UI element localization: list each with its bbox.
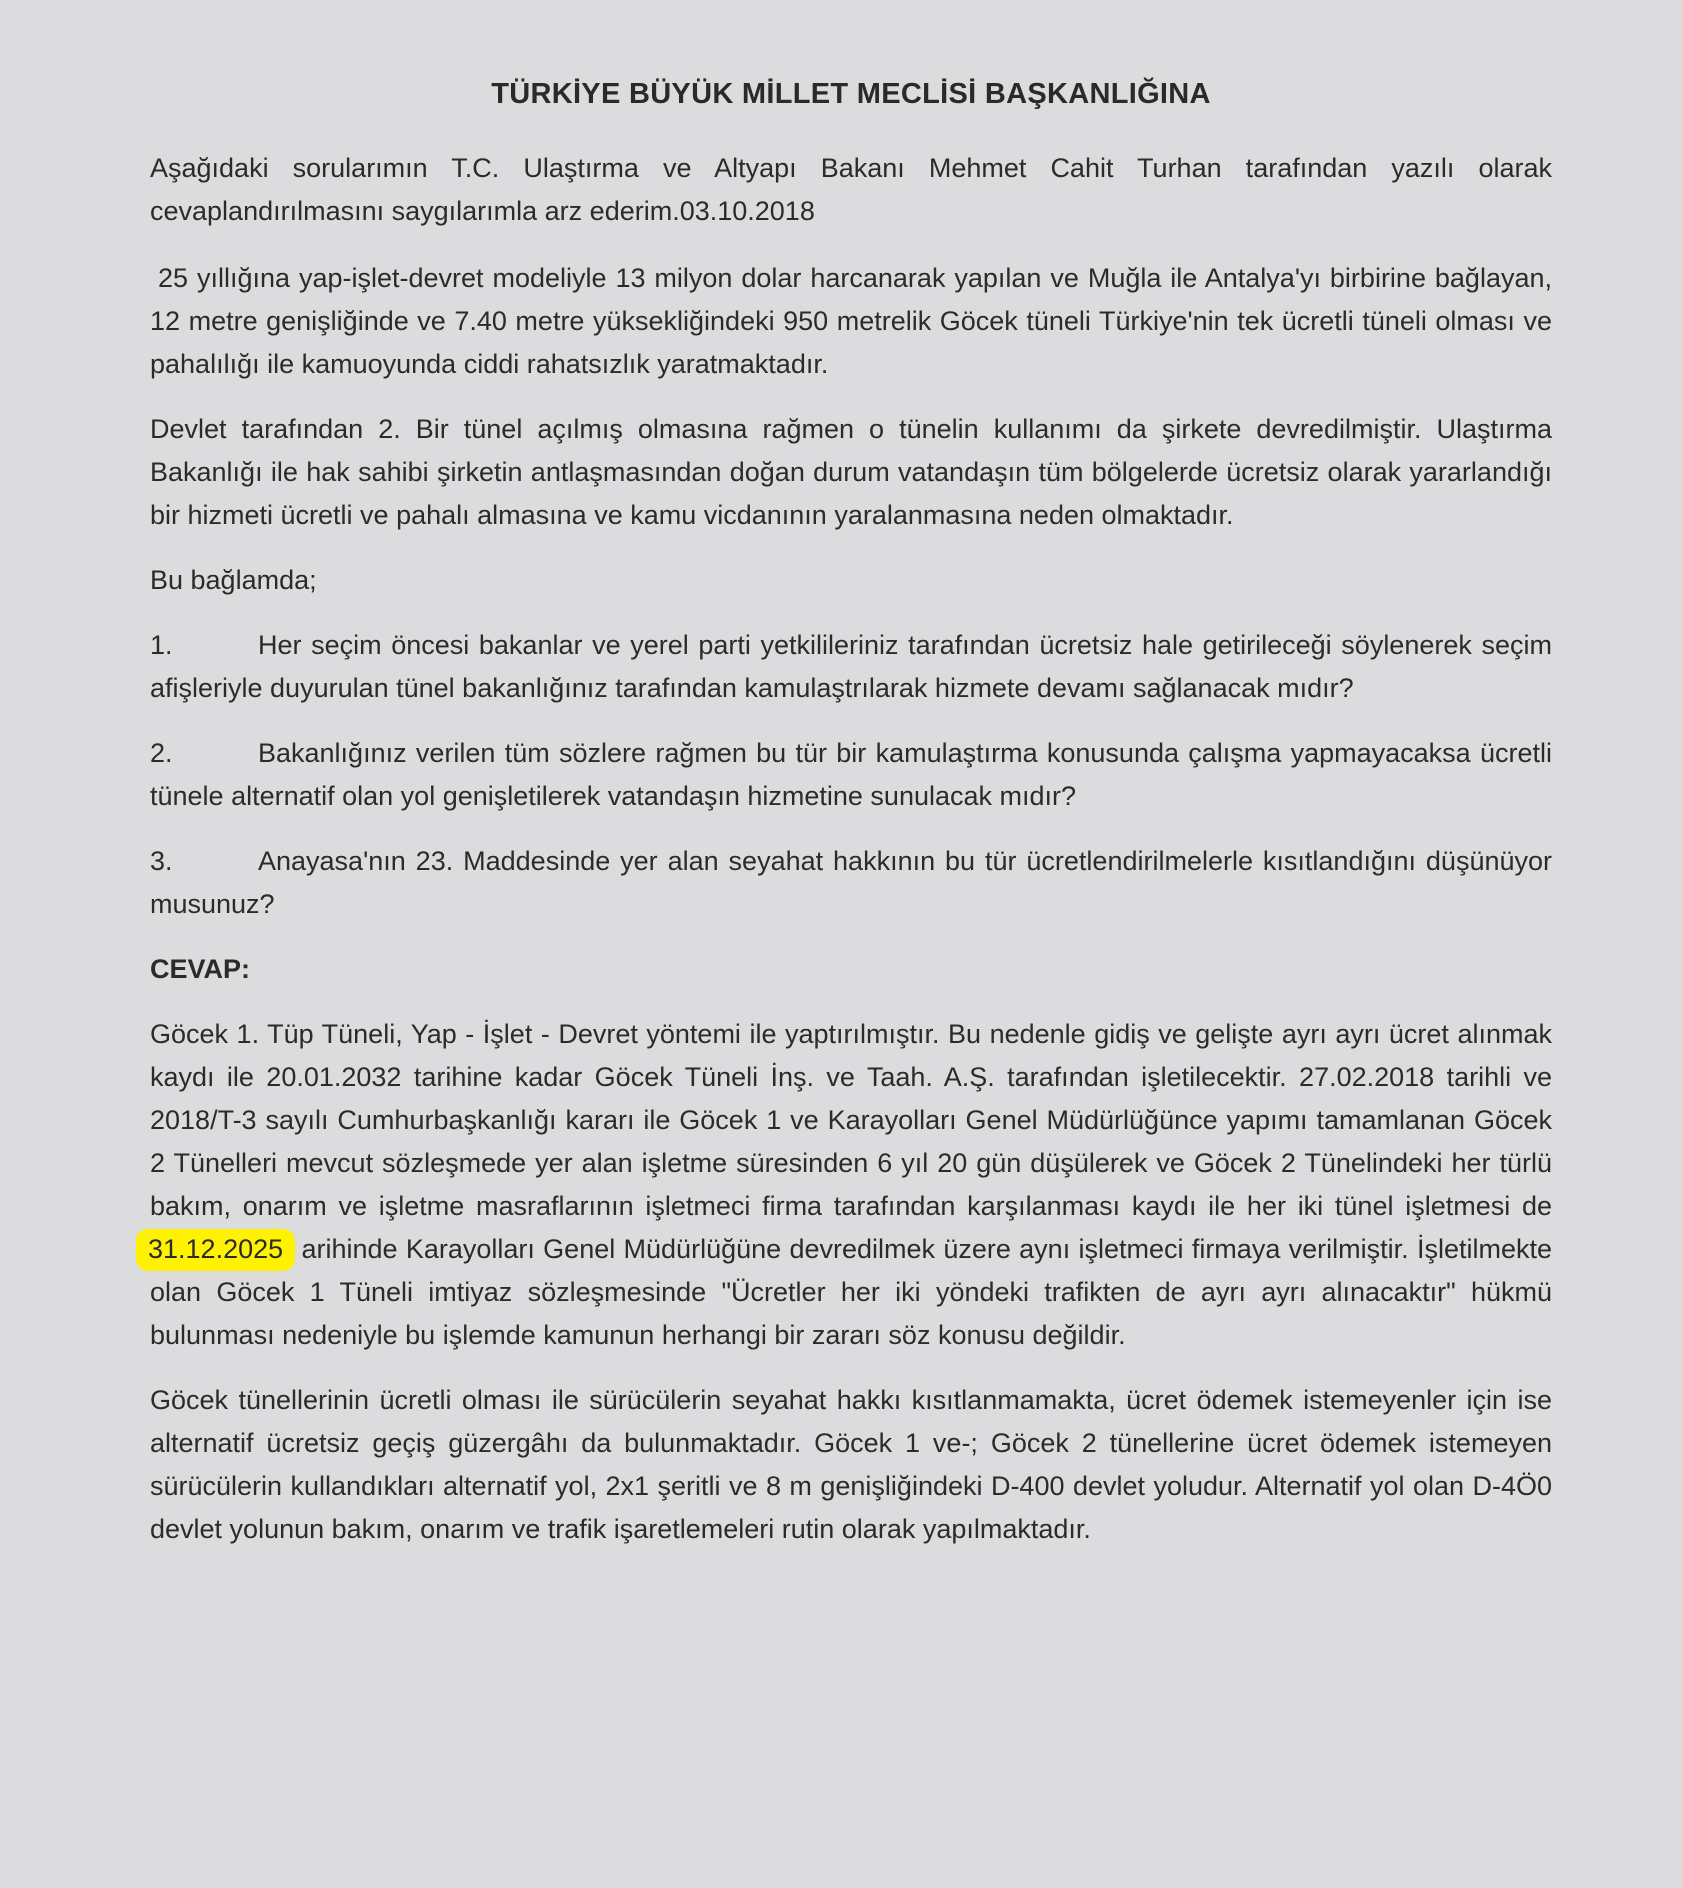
answer-text-b: arihinde Karayolları Genel Müdürlüğüne devredilmek üzere aynı işletmeci firmaya verilmiştir. İşletilmekte olan Göcek 1 Tüneli imtiyaz sözleşmesinde "Ücretler her iki yöndeki trafikten de ayrı ayrı alınacaktır" hükmü bulunması nedeniyle bu işlemde kamunun herhangi bir zararı söz konusu değildir. bbox=[150, 1234, 1552, 1350]
answer-paragraph-1 bbox=[150, 1013, 1552, 1357]
question-2 bbox=[150, 732, 1552, 818]
question-text: Anayasa'nın 23. Maddesinde yer alan seyahat hakkının bu tür ücretlendirilmelerle kısıtlandığını düşünüyor musunuz? bbox=[150, 846, 1552, 919]
paragraph-1: 25 yıllığına yap-işlet-devret modeliyle 13 milyon dolar harcanarak yapılan ve Muğla ile Antalya'yı birbirine bağlayan, 12 metre genişliğinde ve 7.40 metre yüksekliğindeki 950 metrelik Göcek tüneli Türkiye'nin tek ücretli tüneli olması ve pahalılığı ile kamuoyunda ciddi rahatsızlık yaratmaktadır. bbox=[150, 263, 1552, 379]
answer-paragraph-2: Göcek tünellerinin ücretli olması ile sürücülerin seyahat hakkı kısıtlanmamakta, ücret ödemek istemeyenler için ise alternatif ücretsiz geçiş güzergâhı da bulunmaktadır. Göcek 1 ve-; Göcek 2 tünellerine ücret ödemek istemeyen sürücülerin kullandıkları alternatif yol, 2x1 şeritli ve 8 m genişliğindeki D-400 devlet yoludur. Alternatif yol olan D-4Ö0 devlet yolunun bakım, onarım ve trafik işaretlemeleri rutin olarak yapılmaktadır. bbox=[150, 1385, 1552, 1544]
paragraph-2: Devlet tarafından 2. Bir tünel açılmış olmasına rağmen o tünelin kullanımı da şirkete devredilmiştir. Ulaştırma Bakanlığı ile hak sahibi şirketin antlaşmasından doğan durum vatandaşın tüm bölgelerde ücretsiz olarak yararlandığı bir hizmeti ücretli ve pahalı almasına ve kamu vicdanının yaralanmasına neden olmaktadır. bbox=[150, 414, 1552, 530]
intro-paragraph: Aşağıdaki sorularımın T.C. Ulaştırma ve Altyapı Bakanı Mehmet Cahit Turhan tarafından yazılı olarak cevaplandırılmasını saygılarımla arz ederim.03.10.2018 bbox=[150, 153, 1552, 226]
answer-label: CEVAP: bbox=[150, 954, 251, 984]
question-text: Bakanlığınız verilen tüm sözlere rağmen bu tür bir kamulaştırma konusunda çalışma yapmayacaksa ücretli tünele alternatif olan yol genişletilerek vatandaşın hizmetine sunulacak mıdır? bbox=[150, 738, 1552, 811]
question-number: 2. bbox=[150, 738, 173, 768]
highlighted-date: 31.12.2025 bbox=[138, 1231, 293, 1269]
question-3 bbox=[150, 840, 1552, 926]
context-label: Bu bağlamda; bbox=[150, 565, 317, 595]
answer-text-a: Göcek 1. Tüp Tüneli, Yap - İşlet - Devret yöntemi ile yaptırılmıştır. Bu nedenle gidiş ve gelişte ayrı ayrı ücret alınmak kaydı ile 20.01.2032 tarihine kadar Göcek Tüneli İnş. ve Taah. A.Ş. tarafından işletilecektir. 27.02.2018 tarihli ve 2018/T-3 sayılı Cumhurbaşkanlığı kararı ile Göcek 1 ve Karayolları Genel Müdürlüğünce yapımı tamamlanan Göcek 2 Tünelleri mevcut sözleşmede yer alan işletme süresinden 6 yıl 20 gün düşülerek ve Göcek 2 Tünelindeki her türlü bakım, onarım ve işletme masraflarının işletmeci firma tarafından karşılanması kaydı ile her iki tünel işletmesi de bbox=[150, 1019, 1552, 1221]
question-number: 3. bbox=[150, 846, 173, 876]
question-text: Her seçim öncesi bakanlar ve yerel parti yetkilileriniz tarafından ücretsiz hale getirileceği söylenerek seçim afişleriyle duyurulan tünel bakanlığınız tarafından kamulaştrılarak hizmete devamı sağlanacak mıdır? bbox=[150, 630, 1552, 703]
question-number: 1. bbox=[150, 630, 173, 660]
question-1 bbox=[150, 624, 1552, 710]
document-title: TÜRKİYE BÜYÜK MİLLET MECLİSİ BAŞKANLIĞINA bbox=[491, 78, 1211, 110]
